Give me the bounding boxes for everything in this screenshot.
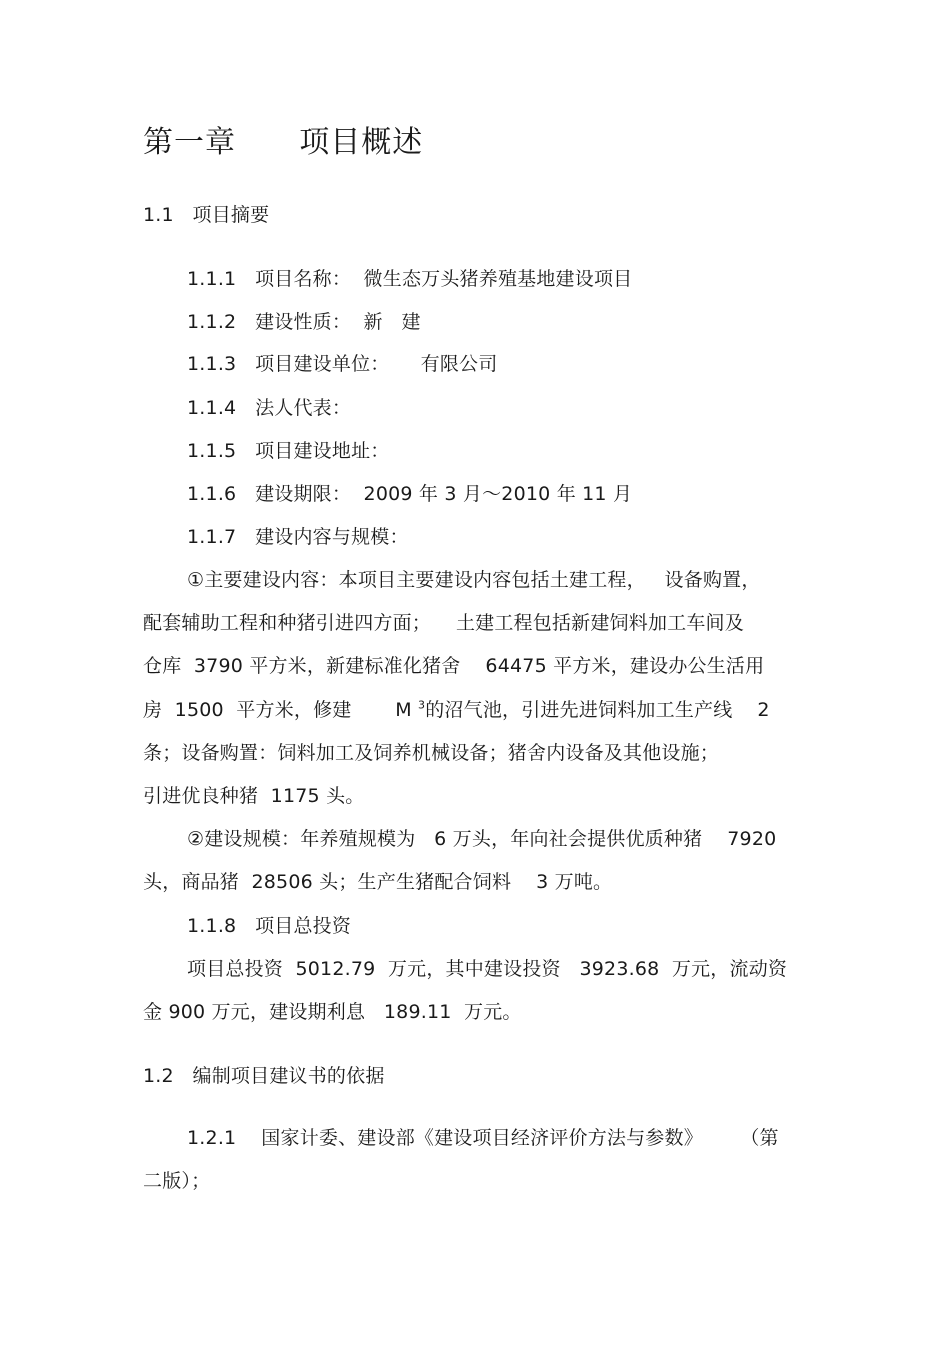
item-1-1-3: 1.1.3 项目建设单位： 有限公司 (187, 353, 498, 375)
content-paragraph-line: ①主要建设内容：本项目主要建设内容包括土建工程， 设备购置， (187, 569, 761, 591)
content-paragraph-line: 引进优良种猪 1175 头。 (143, 785, 365, 807)
item-1-1-2: 1.1.2 建设性质： 新 建 (187, 311, 421, 333)
chapter-title: 第一章 项目概述 (143, 125, 424, 160)
item-1-1-8: 1.1.8 项目总投资 (187, 915, 352, 937)
item-1-1-5: 1.1.5 项目建设地址： (187, 440, 390, 462)
content-text: 房 1500 平方米，修建 M (143, 699, 419, 721)
item-1-1-1: 1.1.1 项目名称： 微生态万头猪养殖基地建设项目 (187, 268, 633, 290)
investment-paragraph-line: 项目总投资 5012.79 万元，其中建设投资 3923.68 万元，流动资 (187, 958, 788, 980)
content-paragraph-line: 配套辅助工程和种猪引进四方面； 土建工程包括新建饲料加工车间及 (143, 612, 744, 634)
content-paragraph-line: ②建设规模：年养殖规模为 6 万头，年向社会提供优质种猪 7920 (187, 828, 777, 850)
content-paragraph-line: 仓库 3790 平方米，新建标准化猪舍 64475 平方米，建设办公生活用 (143, 655, 765, 677)
section-heading-1-2: 1.2 编制项目建议书的依据 (143, 1065, 385, 1087)
section-heading-1-1: 1.1 项目摘要 (143, 204, 270, 226)
superscript-text: 3 (418, 698, 426, 712)
item-1-1-7: 1.1.7 建设内容与规模： (187, 526, 409, 548)
item-1-2-1-continued: 二版）； (143, 1170, 211, 1192)
investment-paragraph-line: 金 900 万元，建设期利息 189.11 万元。 (143, 1001, 522, 1023)
content-paragraph-line: 头，商品猪 28506 头；生产生猪配合饲料 3 万吨。 (143, 871, 613, 893)
item-1-1-6: 1.1.6 建设期限： 2009 年 3 月～2010 年 11 月 (187, 483, 633, 505)
item-1-1-4: 1.1.4 法人代表： (187, 397, 352, 419)
content-paragraph-line: 条；设备购置：饲料加工及饲养机械设备；猪舍内设备及其他设施； (143, 742, 720, 764)
content-text: 的沼气池，引进先进饲料加工生产线 2 (425, 699, 770, 721)
content-paragraph-line (143, 697, 770, 723)
item-1-2-1: 1.2.1 国家计委、建设部《建设项目经济评价方法与参数》 （第 (187, 1127, 779, 1149)
